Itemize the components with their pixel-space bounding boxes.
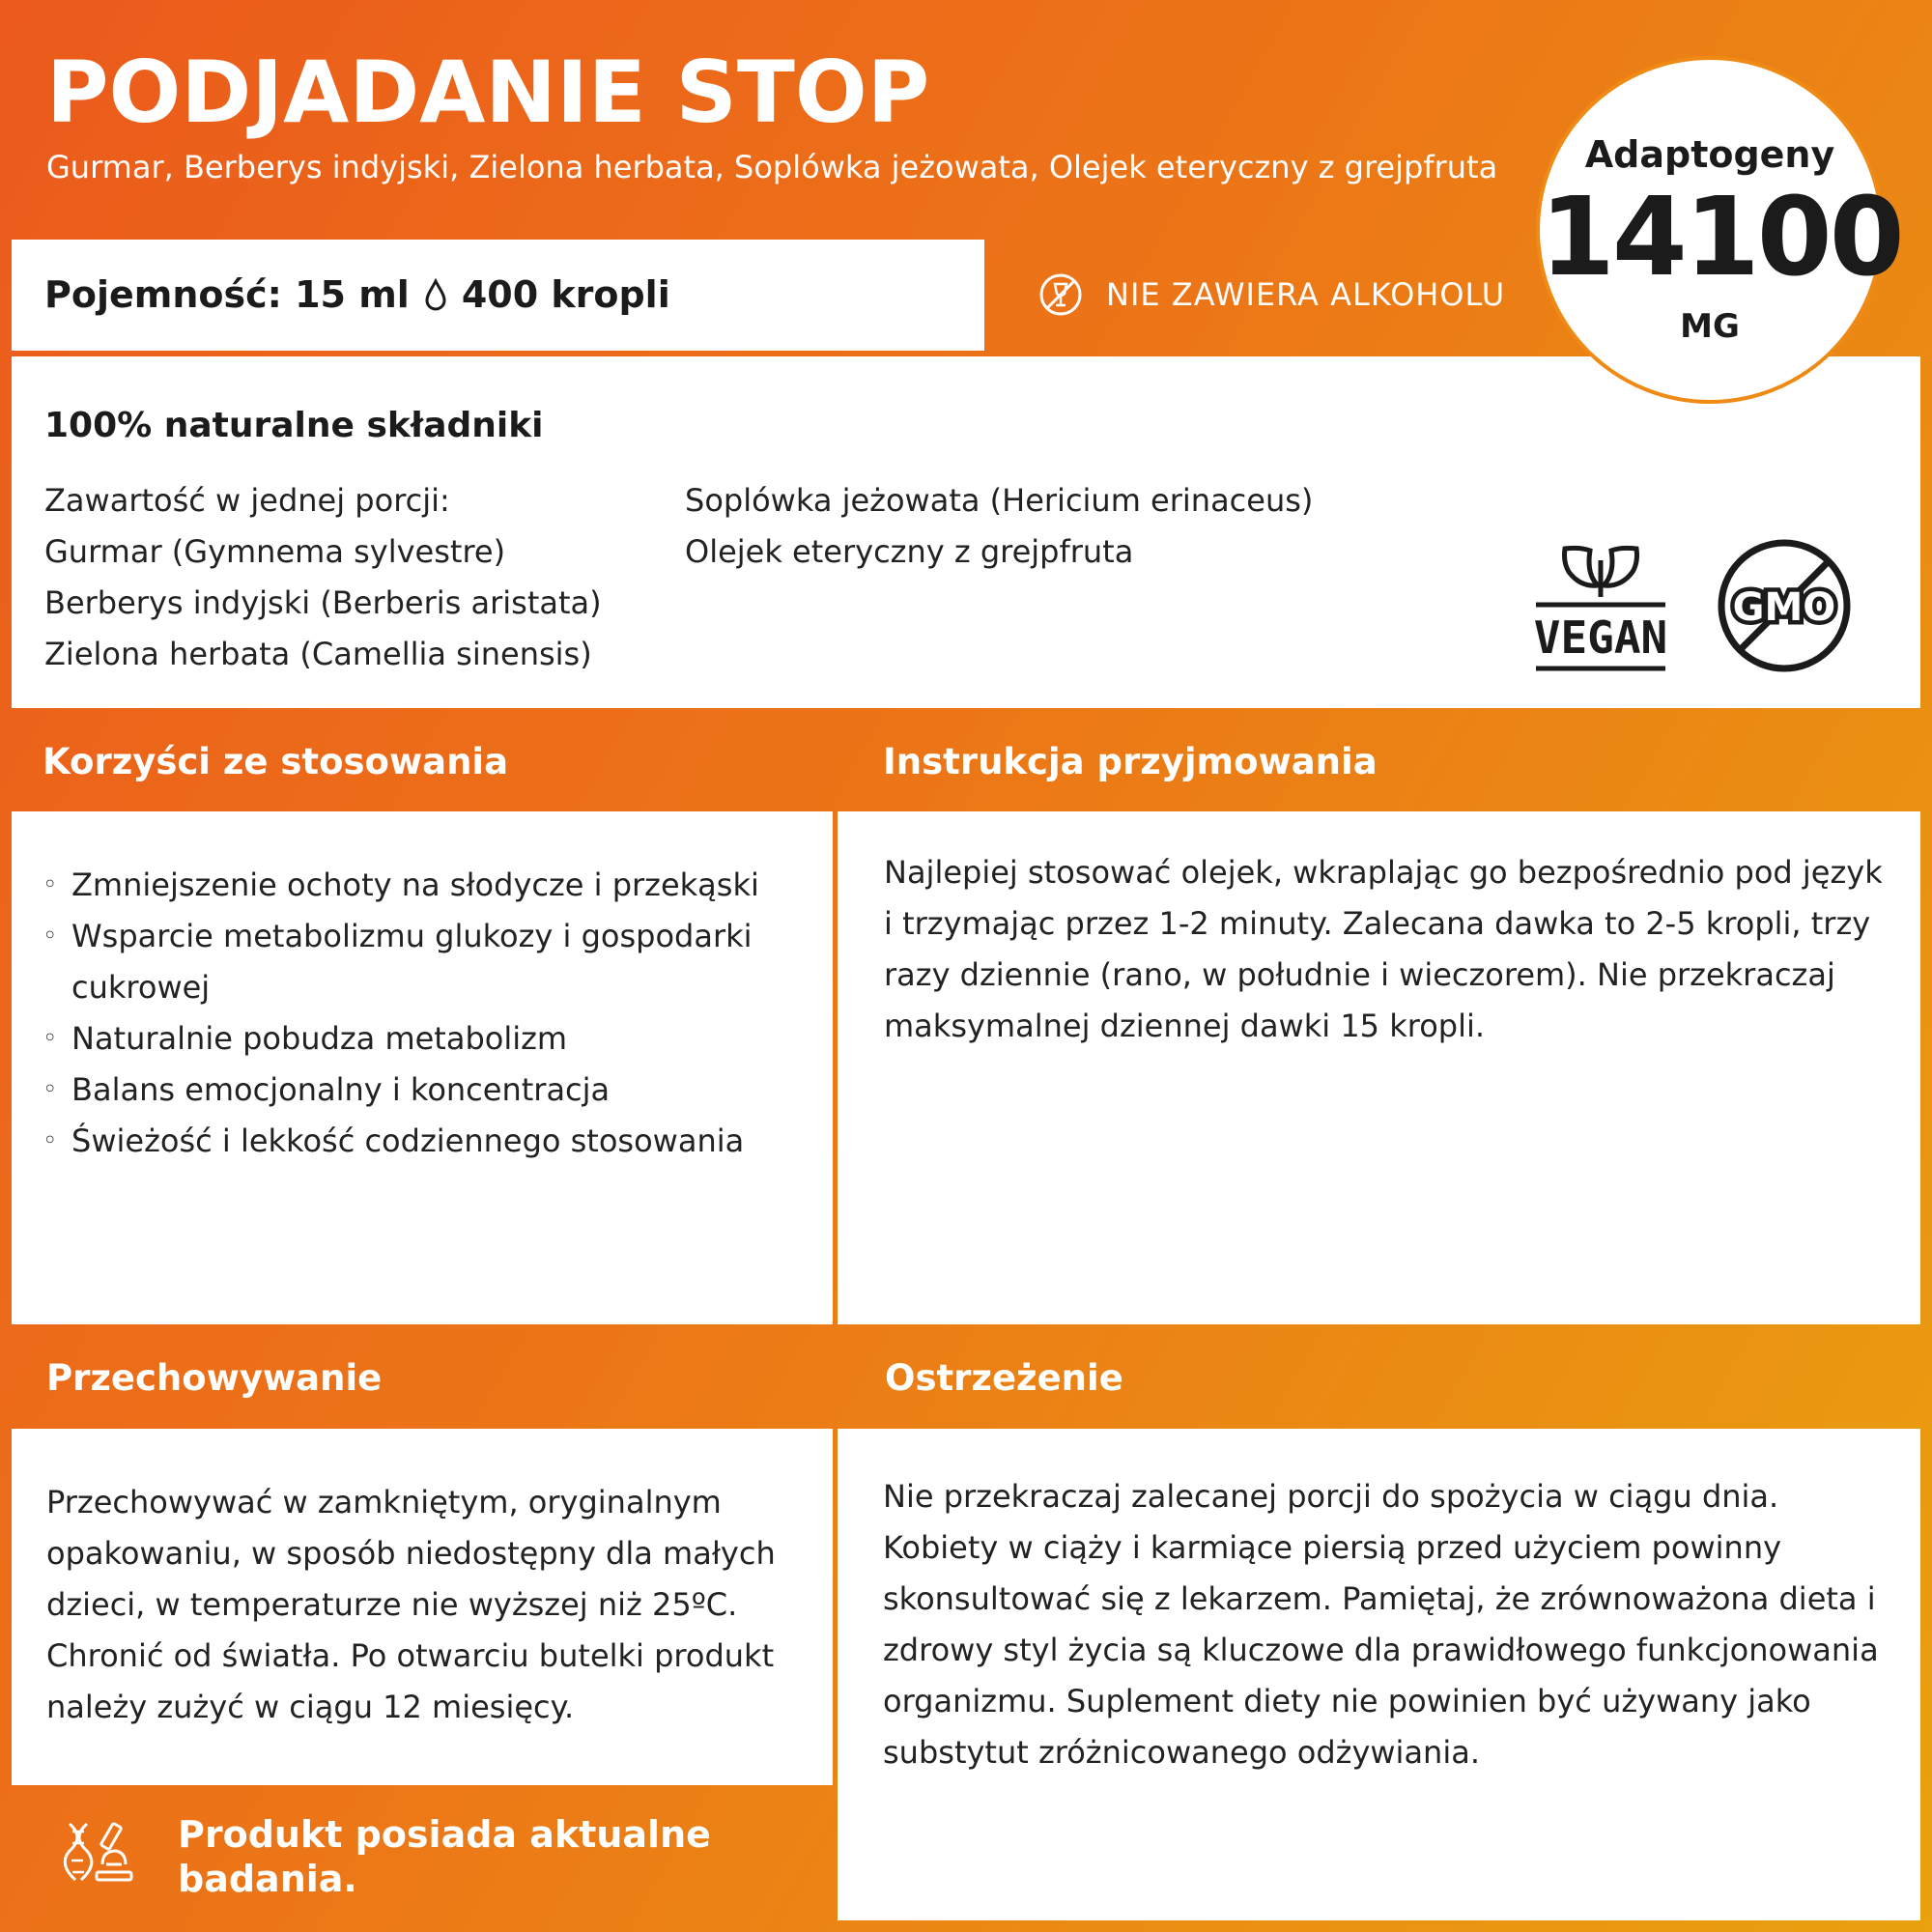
drop-icon [423, 278, 448, 311]
list-item: ◦ Zmniejszenie ochoty na słodycze i przekąski [43, 860, 796, 911]
ingredient-line: Soplówka jeżowata (Hericium erinaceus) [685, 482, 1314, 519]
instructions-heading: Instrukcja przyjmowania [883, 741, 1378, 782]
product-subtitle: Gurmar, Berberys indyjski, Zielona herbata, Soplówka jeżowata, Olejek eteryczny z grejpfruta [46, 149, 1498, 185]
gmo-free-icon [1716, 537, 1853, 674]
research-note: Produkt posiada aktualne badania. [178, 1813, 711, 1900]
adaptogen-badge [1536, 56, 1902, 404]
warning-text: Nie przekraczaj zalecanej porcji do spożycia w ciągu dnia. Kobiety w ciąży i karmiące piersią przed użyciem powinny skonsultować się z lekarzem. Pamiętaj, że zrównoważona dieta i zdrowy styl życia są kluczowe dla prawidłowego funkcjonowania organizmu. Suplement diety nie powinien być używany jako substytut zróżnicowanego odżywiania. [883, 1478, 1879, 1771]
ingredients-title: 100% naturalne składniki [44, 406, 544, 445]
list-item: ◦ Balans emocjonalny i koncentracja [43, 1065, 796, 1116]
list-item: ◦ Naturalnie pobudza metabolizm [43, 1013, 796, 1065]
vegan-icon [1532, 537, 1669, 674]
research-icon [64, 1818, 133, 1888]
gmo-text: GMO [1732, 585, 1836, 630]
ingredient-line: Berberys indyjski (Berberis aristata) [44, 584, 602, 621]
drops-label: 400 kropli [461, 273, 670, 316]
instructions-text: Najlepiej stosować olejek, wkraplając go bezpośrednio pod język i trzymając przez 1-2 minuty. Zalecana dawka to 2-5 kropli, trzy razy dziennie (rano, w południe i wieczorem). Nie przekraczaj maksymalnej dziennej dawki 15 kropli. [884, 854, 1883, 1044]
product-title: PODJADANIE STOP [46, 43, 930, 142]
ingredients-column-2 [685, 475, 1313, 578]
warning-heading: Ostrzeżenie [885, 1357, 1123, 1399]
vegan-text: VEGAN [1533, 611, 1668, 664]
ingredient-line: Gurmar (Gymnema sylvestre) [44, 533, 506, 570]
list-item: ◦ Wsparcie metabolizmu glukozy i gospodarki cukrowej [43, 911, 796, 1013]
benefits-list [43, 860, 796, 1167]
no-alcohol-icon [1038, 272, 1083, 317]
badge-unit: MG [1680, 307, 1740, 346]
badge-label: Adaptogeny [1584, 133, 1835, 176]
storage-heading: Przechowywanie [46, 1357, 383, 1399]
ingredient-line: Zawartość w jednej porcji: [44, 482, 450, 519]
list-item: ◦ Świeżość i lekkość codziennego stosowania [43, 1116, 796, 1167]
ingredient-line: Zielona herbata (Camellia sinensis) [44, 636, 592, 672]
ingredient-line: Olejek eteryczny z grejpfruta [685, 533, 1134, 570]
alcohol-free-label: NIE ZAWIERA ALKOHOLU [1106, 276, 1506, 313]
badge-value: 14100 [1540, 175, 1902, 300]
ingredients-column-1 [44, 475, 602, 680]
benefits-heading: Korzyści ze stosowania [43, 741, 509, 782]
volume-label: Pojemność: 15 ml [44, 273, 410, 316]
capacity-info [44, 273, 670, 316]
alcohol-free-bar [986, 242, 1585, 348]
storage-text: Przechowywać w zamkniętym, oryginalnym opakowaniu, w sposób niedostępny dla małych dzieci, w temperaturze nie wyższej niż 25ºC. Chronić od światła. Po otwarciu butelki produkt należy zużyć w ciągu 12 miesięcy. [46, 1484, 776, 1725]
